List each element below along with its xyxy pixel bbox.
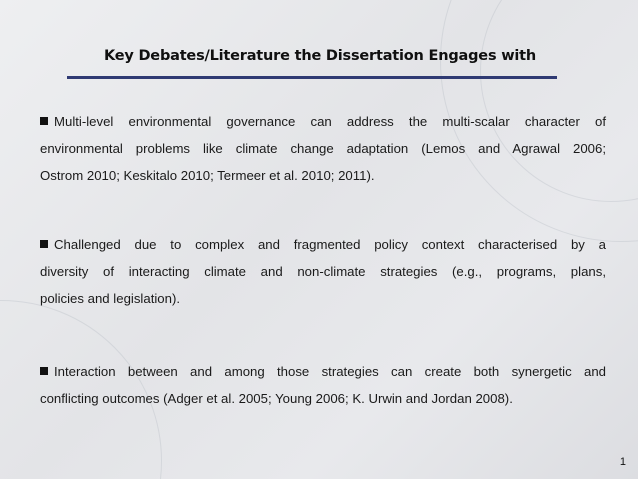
page-number: 1 <box>619 456 626 468</box>
bullet-paragraph-1 <box>40 108 606 189</box>
paragraph-line: diversity of interacting climate and non-climate strategies (e.g., programs, plans, <box>40 264 606 279</box>
paragraph-line: policies and legislation). <box>40 291 181 306</box>
square-bullet-icon <box>40 367 48 375</box>
title-underline <box>67 76 557 79</box>
paragraph-line: environmental problems like climate change adaptation (Lemos and Agrawal 2006; <box>40 141 606 156</box>
paragraph-line: Interaction between and among those strategies can create both synergetic and <box>40 358 606 385</box>
paragraph-line: Challenged due to complex and fragmented policy context characterised by a <box>40 231 606 258</box>
paragraph-line: Multi-level environmental governance can address the multi-scalar character of <box>40 108 606 135</box>
paragraph-line: Ostrom 2010; Keskitalo 2010; Termeer et al. 2010; 2011). <box>40 168 375 183</box>
bullet-paragraph-2 <box>40 231 606 312</box>
square-bullet-icon <box>40 117 48 125</box>
bullet-paragraph-3 <box>40 358 606 412</box>
slide-title: Key Debates/Literature the Dissertation Engages with <box>103 48 537 64</box>
paragraph-line: conflicting outcomes (Adger et al. 2005; Young 2006; K. Urwin and Jordan 2008). <box>40 391 513 406</box>
square-bullet-icon <box>40 240 48 248</box>
